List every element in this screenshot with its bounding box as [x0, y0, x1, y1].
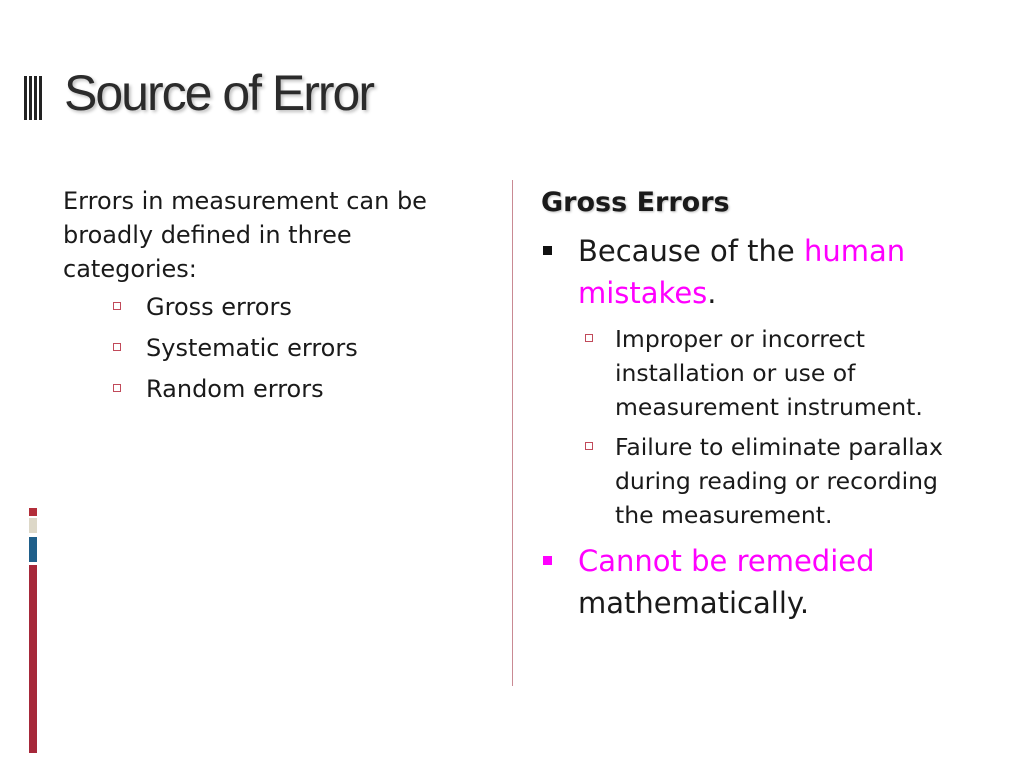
highlight-text: Cannot be remedied [578, 544, 875, 578]
bullet-point-human-mistakes: Because of the human mistakes. [541, 230, 971, 314]
left-column [63, 184, 483, 413]
list-item: Systematic errors [113, 331, 483, 365]
list-item: Failure to eliminate parallax during reading or recording the measurement. [585, 430, 971, 532]
hollow-square-bullet-icon [113, 343, 121, 351]
hollow-square-bullet-icon [585, 442, 593, 450]
decor-strip-beige [29, 518, 37, 533]
decor-strip-red-small [29, 508, 37, 516]
list-item: Improper or incorrect installation or use of measurement instrument. [585, 322, 971, 424]
right-column [541, 184, 971, 632]
hollow-square-bullet-icon [113, 302, 121, 310]
hollow-square-bullet-icon [585, 334, 593, 342]
highlight-text: human mistakes [578, 234, 906, 310]
list-item: Random errors [113, 372, 483, 406]
bullet-point-cannot-be-remedied: Cannot be remedied mathematically. [541, 540, 971, 624]
intro-text: Errors in measurement can be broadly defined in three categories: [63, 187, 427, 283]
square-bullet-icon [543, 556, 552, 565]
list-item: Gross errors [113, 290, 483, 324]
categories-list [63, 290, 483, 406]
slide-title: Source of Error [64, 65, 374, 121]
title-decoration [24, 76, 42, 120]
section-heading: Gross Errors [541, 187, 730, 218]
decor-strip-red [29, 565, 37, 753]
square-bullet-icon [543, 246, 552, 255]
column-divider [512, 180, 513, 686]
hollow-square-bullet-icon [113, 384, 121, 392]
decor-strip-blue [29, 537, 37, 562]
sub-points-list [541, 322, 971, 532]
